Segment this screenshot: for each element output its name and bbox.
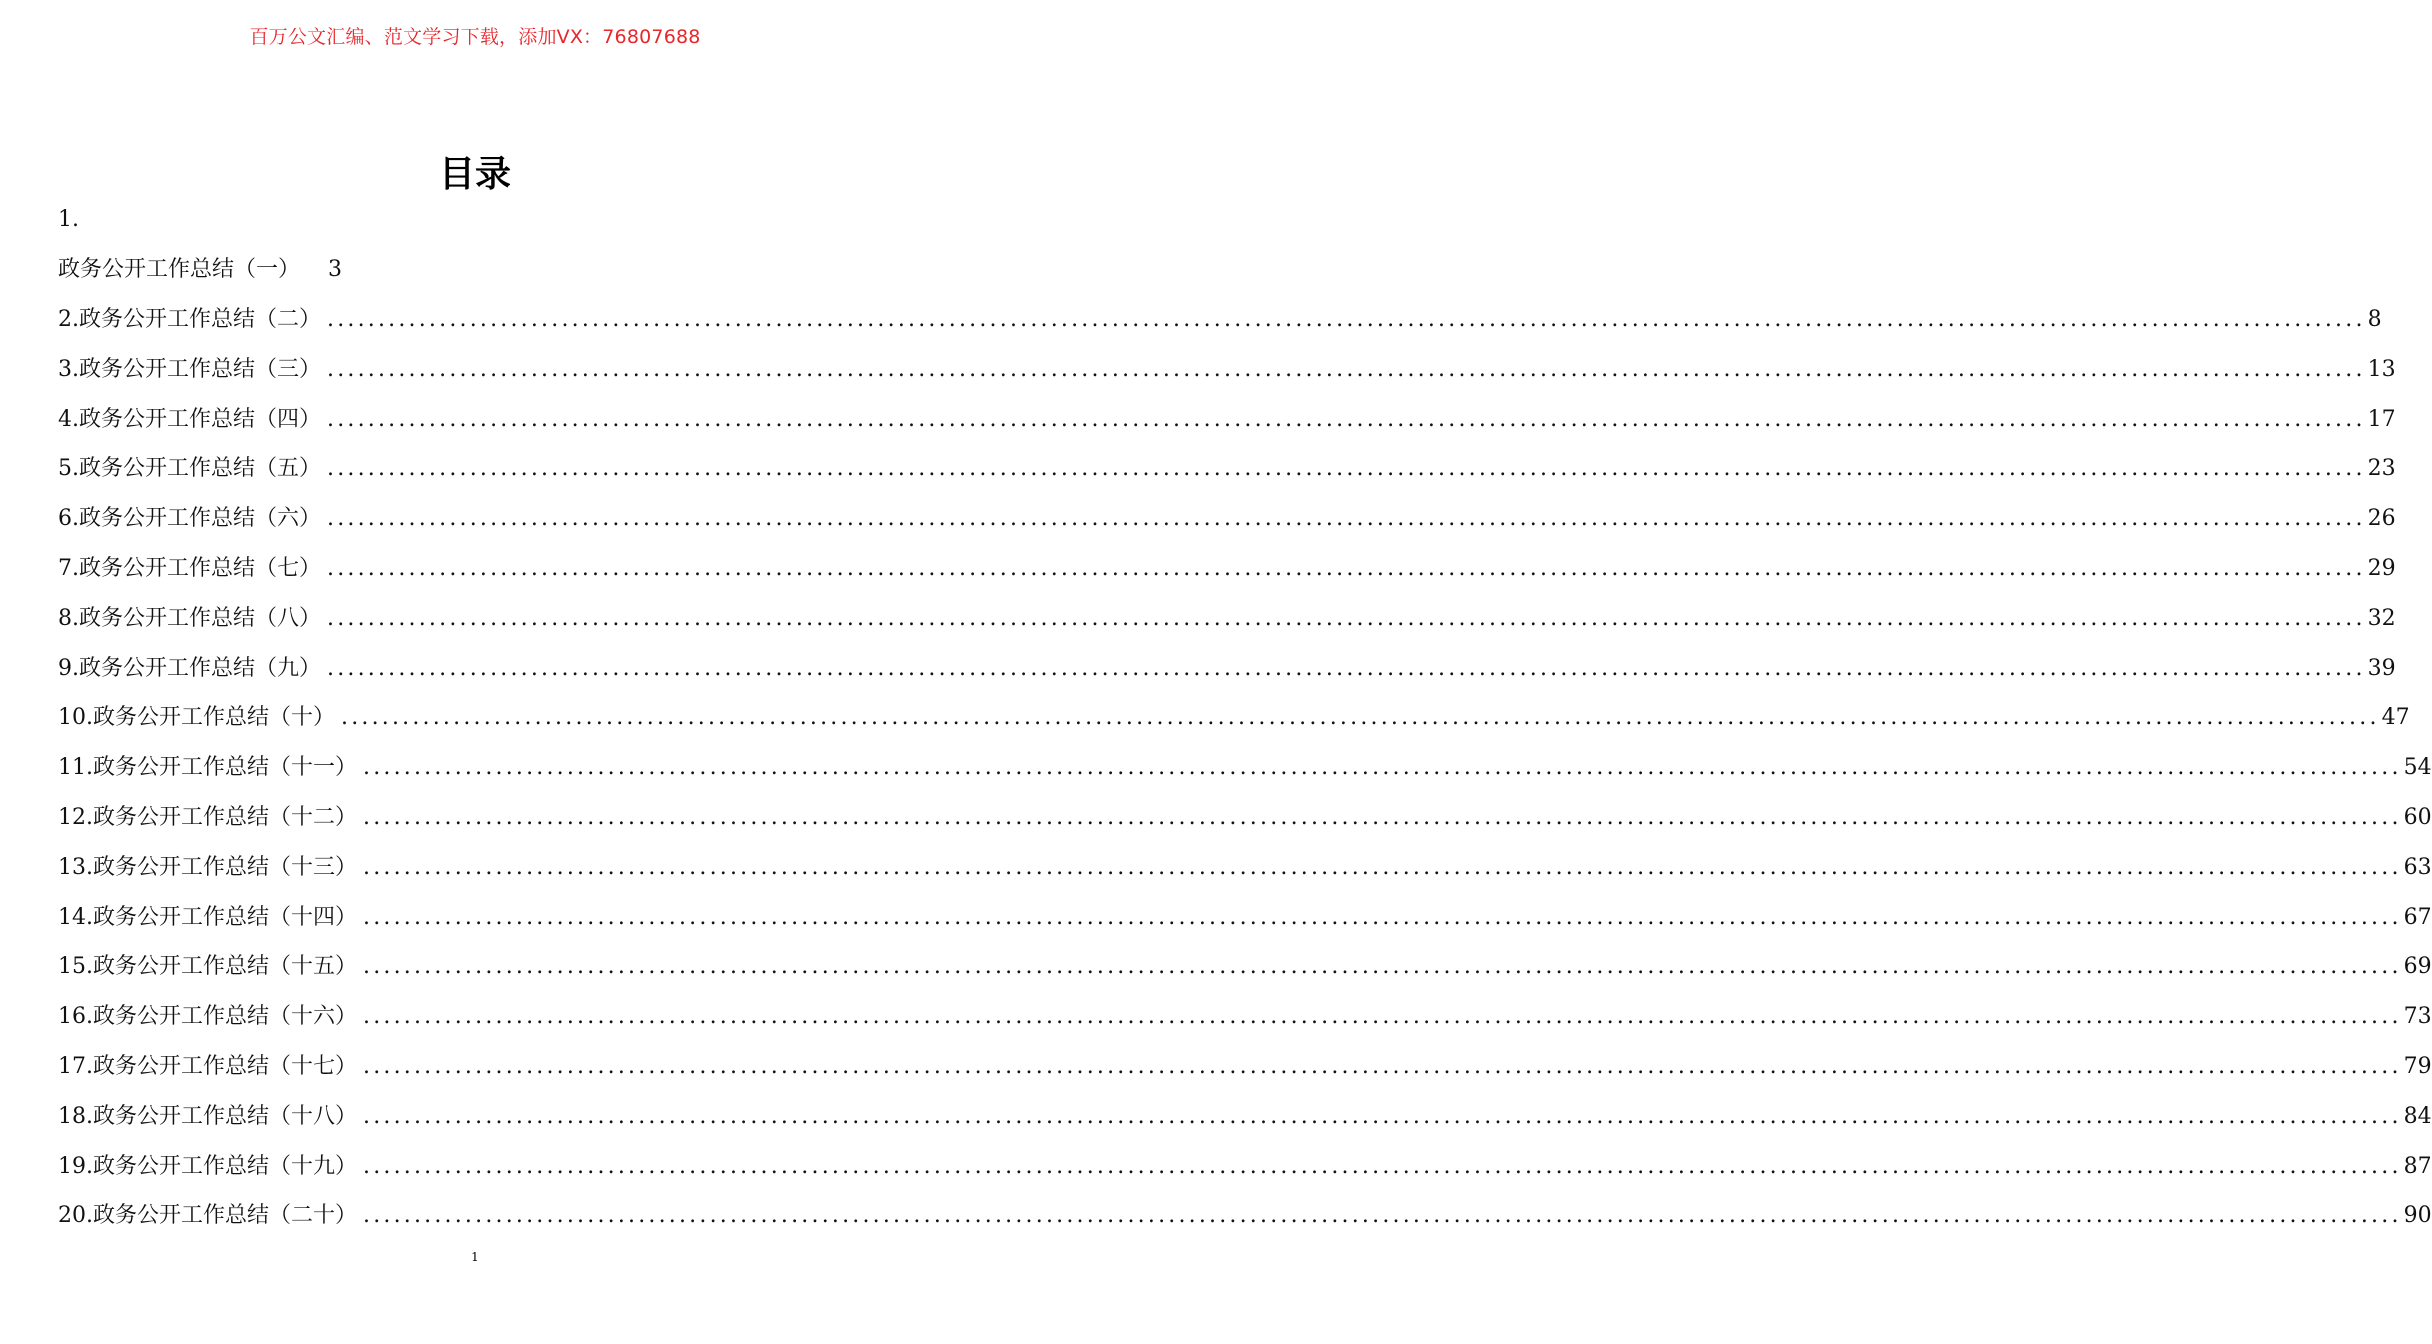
- toc-entry-page: 79: [2403, 1053, 2432, 1079]
- toc-leader-dots: ........................................................................................................................................................................................................: [327, 456, 2366, 482]
- toc-entry-label: 13.政务公开工作总结（十三）: [58, 854, 357, 880]
- toc-entry-page: 73: [2403, 1004, 2432, 1030]
- toc-leader-dots: ........................................................................................................................................................................................................: [363, 1004, 2402, 1030]
- toc-entry-5[interactable]: [58, 444, 2396, 494]
- toc-entry-18[interactable]: [58, 1092, 2432, 1142]
- toc-entry-label: 5.政务公开工作总结（五）: [58, 456, 321, 482]
- toc-leader-dots: ........................................................................................................................................................................................................: [363, 954, 2402, 980]
- toc-leader-dots: ........................................................................................................................................................................................................: [341, 705, 2380, 731]
- toc-entry-label: 政务公开工作总结（一）: [58, 257, 301, 282]
- toc-entry-label: 6.政务公开工作总结（六）: [58, 506, 321, 532]
- toc-entry-page: 8: [2367, 307, 2382, 332]
- toc-entry-label: 8.政务公开工作总结（八）: [58, 605, 321, 631]
- toc-leader-dots: ........................................................................................................................................................................................................: [363, 854, 2402, 880]
- toc-leader-dots: ........................................................................................................................................................................................................: [327, 356, 2366, 382]
- toc-entry-1[interactable]: [58, 245, 892, 295]
- toc-entry-page: 3: [328, 257, 343, 282]
- toc-entry-label: 15.政务公开工作总结（十五）: [58, 954, 357, 980]
- toc-leader-dots: ........................................................................................................................................................................................................: [363, 904, 2402, 930]
- toc-leader-dots: ........................................................................................................................................................................................................: [363, 1153, 2402, 1179]
- toc-entry-list: [58, 295, 2432, 1241]
- toc-leader-dots: ........................................................................................................................................................................................................: [327, 406, 2366, 432]
- toc-entry-label: 18.政务公开工作总结（十八）: [58, 1103, 357, 1129]
- toc-entry-page: 32: [2367, 605, 2396, 631]
- toc-leader-dots: ........................................................................................................................................................................................................: [327, 555, 2366, 581]
- toc-entry-label: 3.政务公开工作总结（三）: [58, 356, 321, 382]
- toc-entry-label: 7.政务公开工作总结（七）: [58, 555, 321, 581]
- toc-entry-label: 16.政务公开工作总结（十六）: [58, 1004, 357, 1030]
- toc-entry-page: 17: [2367, 406, 2396, 432]
- toc-entry-label: 17.政务公开工作总结（十七）: [58, 1053, 357, 1079]
- toc-entry-13[interactable]: [58, 843, 2432, 893]
- toc-leader-dots: ........................................................................................................................................................................................................: [327, 307, 2366, 332]
- toc-entry-page: 54: [2403, 755, 2432, 781]
- toc-entry-page: 63: [2403, 854, 2432, 880]
- toc-entry-12[interactable]: [58, 793, 2432, 843]
- toc-entry-page: 47: [2381, 705, 2410, 731]
- toc-entry-page: 60: [2403, 804, 2432, 830]
- toc-entry-15[interactable]: [58, 942, 2432, 992]
- toc-entry-19[interactable]: [58, 1142, 2432, 1192]
- toc-entry-page: 23: [2367, 456, 2396, 482]
- toc-entry-page: 39: [2367, 655, 2396, 681]
- table-of-contents: [58, 195, 2432, 1241]
- toc-entry-label: 2.政务公开工作总结（二）: [58, 307, 321, 332]
- toc-entry-7[interactable]: [58, 544, 2396, 594]
- toc-entry-3[interactable]: [58, 345, 2396, 395]
- toc-leader-dots: ........................................................................................................................................................................................................: [363, 1053, 2402, 1079]
- toc-leader-dots: ........................................................................................................................................................................................................: [363, 1103, 2402, 1129]
- toc-leader-dots: ........................................................................................................................................................................................................: [363, 755, 2402, 781]
- toc-leader-dots: ........................................................................................................................................................................................................: [363, 804, 2402, 830]
- page-title: 目录: [438, 154, 511, 195]
- toc-entry-14[interactable]: [58, 893, 2432, 943]
- toc-leader-dots: ........................................................................................................................................................................................................: [363, 1203, 2402, 1229]
- toc-entry-label: 9.政务公开工作总结（九）: [58, 655, 321, 681]
- toc-entry-11[interactable]: [58, 743, 2432, 793]
- toc-first-number: 1.: [58, 207, 79, 232]
- toc-entry-10[interactable]: [58, 693, 2410, 743]
- toc-entry-9[interactable]: [58, 644, 2396, 694]
- toc-entry-page: 87: [2403, 1153, 2432, 1179]
- toc-entry-17[interactable]: [58, 1042, 2432, 1092]
- toc-entry-page: 26: [2367, 506, 2396, 532]
- toc-entry-16[interactable]: [58, 992, 2432, 1042]
- toc-entry-label: 19.政务公开工作总结（十九）: [58, 1153, 357, 1179]
- toc-entry-label: 20.政务公开工作总结（二十）: [58, 1203, 357, 1229]
- toc-entry-8[interactable]: [58, 594, 2396, 644]
- toc-entry-page: 29: [2367, 555, 2396, 581]
- toc-entry-page: 67: [2403, 904, 2432, 930]
- page-number: 1: [471, 1250, 479, 1264]
- toc-entry-page: 69: [2403, 954, 2432, 980]
- toc-entry-page: 84: [2403, 1103, 2432, 1129]
- toc-entry-label: 12.政务公开工作总结（十二）: [58, 804, 357, 830]
- toc-leader-dots: ........................................................................................................................................................................................................: [327, 506, 2366, 532]
- toc-entry-page: 13: [2367, 356, 2396, 382]
- header-banner: 百万公文汇编、范文学习下载，添加VX：76807688: [249, 26, 701, 48]
- toc-entry-label: 10.政务公开工作总结（十）: [58, 705, 335, 731]
- toc-entry-2[interactable]: [58, 295, 2382, 345]
- toc-leader-dots: ........................................................................................................................................................................................................: [327, 655, 2366, 681]
- toc-entry-label: 11.政务公开工作总结（十一）: [58, 755, 357, 781]
- toc-entry-20[interactable]: [58, 1191, 2432, 1241]
- toc-entry-page: 90: [2403, 1203, 2432, 1229]
- toc-entry-6[interactable]: [58, 494, 2396, 544]
- toc-entry-4[interactable]: [58, 395, 2396, 445]
- toc-entry-label: 14.政务公开工作总结（十四）: [58, 904, 357, 930]
- toc-entry-label: 4.政务公开工作总结（四）: [58, 406, 321, 432]
- toc-leader-dots: ........................................................................................................................................................................................................: [327, 605, 2366, 631]
